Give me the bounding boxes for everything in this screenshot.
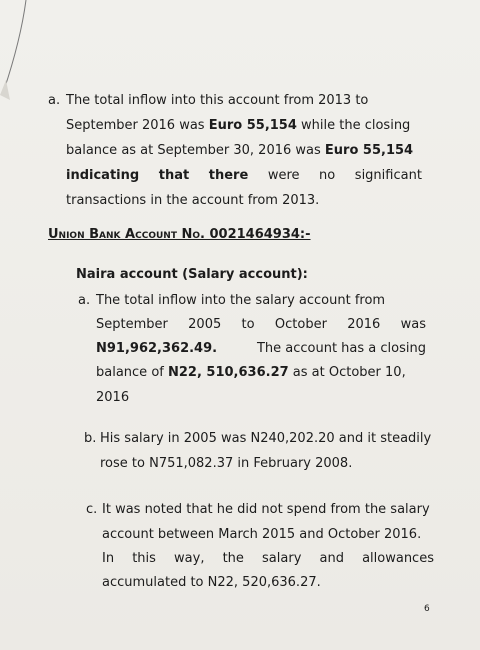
paragraph-line: rose to N751,082.37 in February 2008. — [100, 456, 353, 471]
paragraph-line: accumulated to N22, 520,636.27. — [102, 575, 321, 590]
paragraph-line: September 2005 to October 2016 was — [96, 317, 426, 332]
amount: N22, 510,636.27 — [167, 365, 289, 380]
page-fold-mark — [0, 0, 40, 120]
paragraph-line: N91,962,362.49. The account has a closing — [96, 341, 426, 356]
paragraph-line: transactions in the account from 2013. — [66, 193, 320, 208]
paragraph-line: In this way, the salary and allowances — [102, 551, 434, 566]
subheading: Naira account (Salary account): — [76, 267, 308, 282]
paragraph-line: 2016 — [96, 390, 130, 405]
paragraph-line: indicating that there were no significant — [66, 168, 422, 183]
paragraph-line: balance of N22, 510,636.27 as at October 10, — [96, 365, 406, 380]
amount: Euro 55,154 — [324, 143, 414, 158]
paragraph-line: The total inflow into the salary account from — [96, 293, 386, 308]
paragraph-line: The total inflow into this account from 2013 to — [66, 93, 369, 108]
paragraph-line: It was noted that he did not spend from the salary — [102, 502, 430, 517]
amount: N91,962,362.49. — [96, 341, 218, 356]
section-heading: Union Bank Account No. 0021464934:- — [48, 227, 311, 242]
paragraph-line: balance as at September 30, 2016 was Euro 55,154 — [66, 143, 414, 158]
list-marker: c. — [86, 502, 98, 517]
paragraph-line: account between March 2015 and October 2016. — [102, 527, 422, 542]
list-marker: b. — [84, 431, 97, 446]
page-number: 6 — [424, 604, 430, 614]
amount: Euro 55,154 — [208, 118, 297, 133]
list-marker: a. — [48, 93, 61, 108]
paragraph-line: His salary in 2005 was N240,202.20 and it steadily — [100, 431, 432, 446]
paragraph-line: September 2016 was Euro 55,154 while the closing — [66, 118, 411, 133]
list-marker: a. — [78, 293, 91, 308]
